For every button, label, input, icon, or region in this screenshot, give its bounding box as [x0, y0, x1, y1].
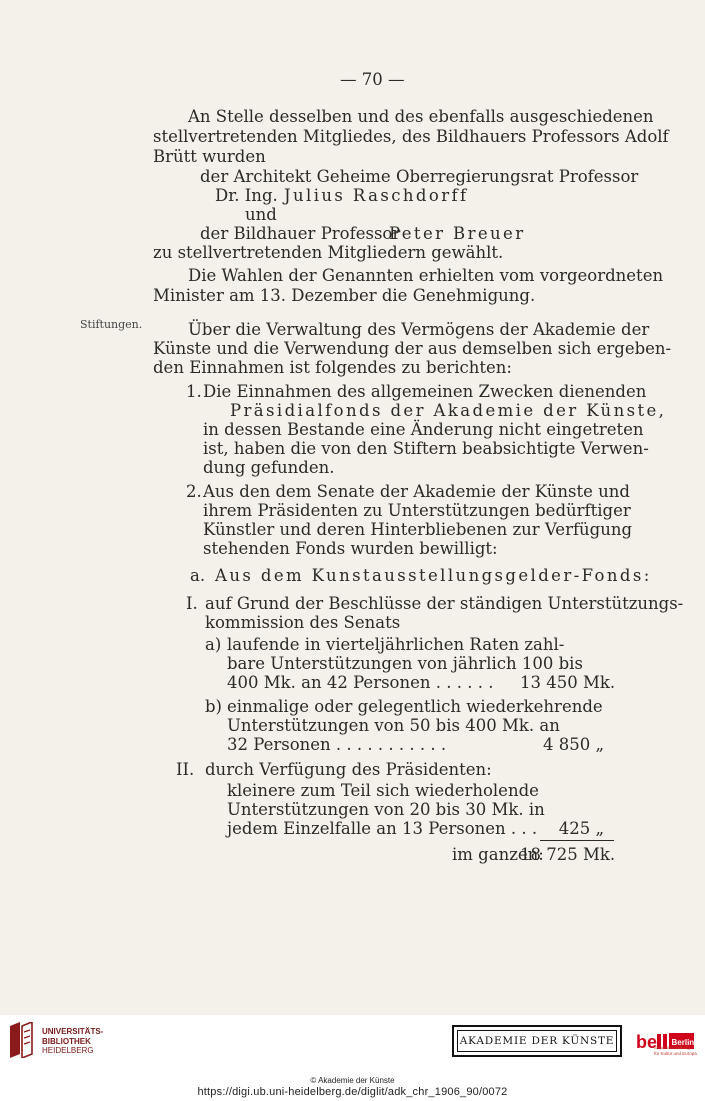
- total-amount: 18 725 Mk.: [520, 845, 616, 864]
- amount: 13 450 Mk.: [520, 673, 616, 692]
- marginal-note: Stiftungen.: [80, 318, 143, 331]
- text-line: stehenden Fonds wurden bewilligt:: [203, 539, 498, 558]
- text-line: der Architekt Geheime Oberregierungsrat Professor: [200, 167, 639, 186]
- text-line: zu stellvertretenden Mitgliedern gewählt.: [153, 243, 504, 262]
- list-number: 1.: [186, 382, 202, 401]
- text-line: auf Grund der Beschlüsse der ständigen Unterstützungs-: [205, 594, 684, 613]
- text-line: ihrem Präsidenten zu Unterstützungen bedürftiger: [203, 501, 631, 520]
- university-library-logo-icon: [8, 1022, 38, 1058]
- text-line: ist, haben die von den Stiftern beabsichtigte Verwen-: [203, 439, 649, 458]
- source-url-link[interactable]: https://digi.ub.uni-heidelberg.de/diglit/adk_chr_1906_90/0072: [197, 1086, 508, 1098]
- text-line: Brütt wurden: [153, 147, 266, 166]
- name-spaced: Präsidialfonds der Akademie der Künste,: [230, 401, 667, 420]
- text-line: 32 Personen . . . . . . . . . . .: [227, 735, 447, 754]
- ub-line: BIBLIOTHEK: [42, 1036, 91, 1046]
- text-line: kommission des Senats: [205, 613, 401, 632]
- amount: 4 850 „: [542, 735, 604, 754]
- text-line: Künstler und deren Hinterbliebenen zur Verfügung: [203, 520, 633, 539]
- ub-line: UNIVERSITÄTS-: [42, 1027, 104, 1036]
- text-line: Dr. Ing.: [215, 186, 278, 205]
- roman-numeral: I.: [186, 594, 198, 613]
- text-line: in dessen Bestande eine Änderung nicht eingetreten: [203, 420, 644, 439]
- svg-text:be: be: [636, 1032, 658, 1052]
- section-heading: Aus dem Kunstausstellungsgelder-Fonds:: [215, 566, 652, 585]
- text-line: Aus den dem Senate der Akademie der Künste und: [203, 482, 630, 501]
- amount: 425 „: [558, 819, 604, 838]
- text-line: den Einnahmen ist folgendes zu berichten:: [153, 358, 512, 377]
- page-number-header: — 70 —: [340, 70, 405, 89]
- text-line: Minister am 13. Dezember die Genehmigung.: [153, 286, 536, 305]
- text-line: laufende in vierteljährlichen Raten zahl-: [227, 635, 565, 654]
- svg-text:Berlin: Berlin: [671, 1038, 695, 1047]
- berlin-sub-line: Senatsverwaltung: [654, 1045, 690, 1050]
- list-letter: b): [205, 697, 222, 716]
- sum-rule: [540, 840, 614, 841]
- text-line: jedem Einzelfalle an 13 Personen . . .: [227, 819, 538, 838]
- berlin-sub-line: für Kultur und Europa: [654, 1051, 697, 1056]
- ub-line: HEIDELBERG: [42, 1046, 94, 1055]
- text-line: 400 Mk. an 42 Personen . . . . . .: [227, 673, 494, 692]
- text-line: Die Wahlen der Genannten erhielten vom vorgeordneten: [188, 266, 664, 285]
- name-spaced: Peter Breuer: [389, 224, 526, 243]
- text-line: stellvertretenden Mitgliedes, des Bildhauers Professors Adolf: [153, 127, 669, 146]
- berlin-senate-caption: [654, 1045, 697, 1057]
- text-line: Künste und die Verwendung der aus demselben sich ergeben-: [153, 339, 672, 358]
- academy-logo: [452, 1025, 622, 1057]
- name-spaced: Julius Raschdorff: [284, 186, 469, 205]
- text-line: der Bildhauer Professor: [200, 224, 401, 243]
- text-line: Über die Verwaltung des Vermögens der Akademie der: [188, 320, 650, 339]
- total-label: im ganzen:: [452, 845, 544, 864]
- academy-logo-label: AKADEMIE DER KÜNSTE: [457, 1030, 617, 1052]
- text-line: An Stelle desselben und des ebenfalls ausgeschiedenen: [188, 107, 654, 126]
- copyright-notice: © Akademie der Künste: [310, 1076, 395, 1085]
- text-line: Unterstützungen von 20 bis 30 Mk. in: [227, 800, 545, 819]
- list-letter: a): [205, 635, 222, 654]
- list-number: 2.: [186, 482, 202, 501]
- text-line: Die Einnahmen des allgemeinen Zwecken dienenden: [203, 382, 647, 401]
- text-line: bare Unterstützungen von jährlich 100 bis: [227, 654, 583, 673]
- text-line: kleinere zum Teil sich wiederholende: [227, 781, 539, 800]
- text-line: dung gefunden.: [203, 458, 335, 477]
- text-line: Unterstützungen von 50 bis 400 Mk. an: [227, 716, 560, 735]
- roman-numeral: II.: [176, 760, 195, 779]
- text-line: durch Verfügung des Präsidenten:: [205, 760, 492, 779]
- list-letter: a.: [190, 566, 206, 585]
- text-line: einmalige oder gelegentlich wiederkehrende: [227, 697, 603, 716]
- text-line: und: [245, 205, 277, 224]
- university-library-name: [42, 1027, 103, 1056]
